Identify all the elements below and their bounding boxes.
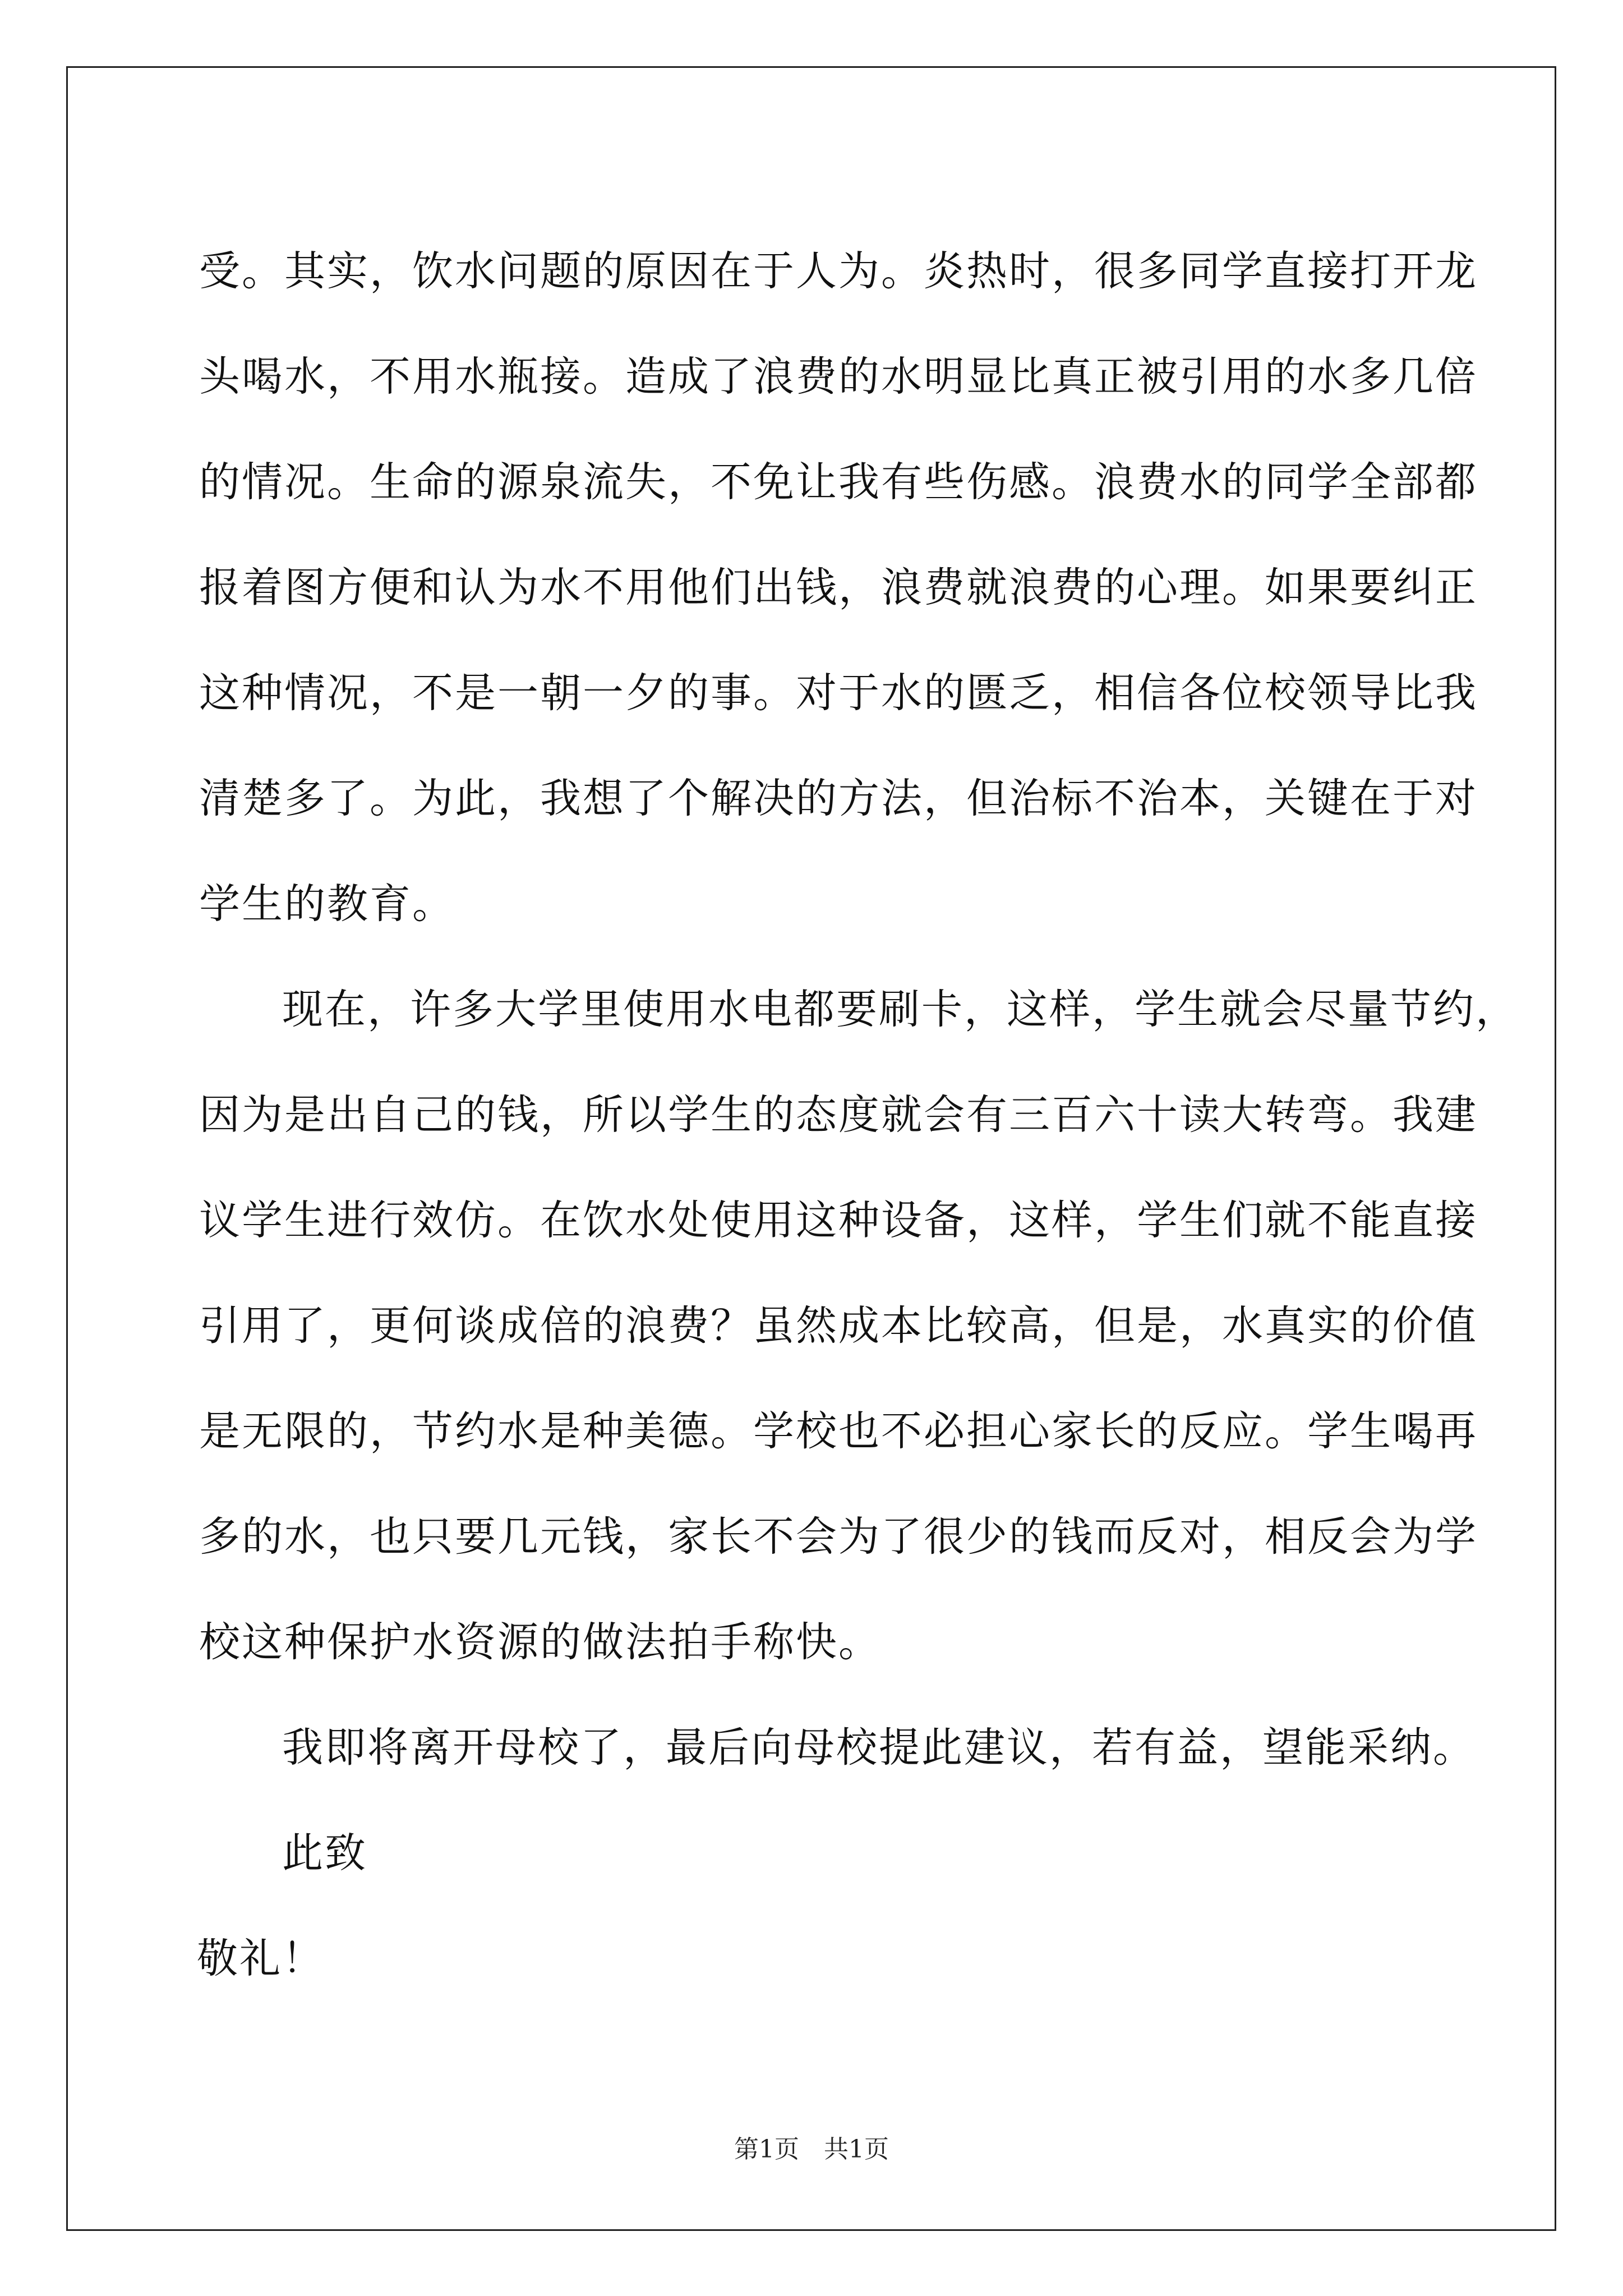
text-line: 受。其实，饮水问题的原因在于人为。炎热时，很多同学直接打开龙 — [199, 247, 1478, 295]
text-line: 是无限的，节约水是种美德。学校也不必担心家长的反应。学生喝再 — [199, 1407, 1478, 1455]
text-line: 学生的教育。 — [199, 880, 455, 928]
text-line: 头喝水，不用水瓶接。造成了浪费的水明显比真正被引用的水多几倍 — [199, 353, 1478, 401]
text-line: 这种情况，不是一朝一夕的事。对于水的匮乏，相信各位校领导比我 — [199, 669, 1478, 717]
text-line: 现在，许多大学里使用水电都要刷卡，这样，学生就会尽量节约， — [282, 986, 1518, 1033]
closing-phrase: 此致 — [282, 1829, 367, 1877]
text-line: 因为是出自己的钱，所以学生的态度就会有三百六十读大转弯。我建 — [199, 1091, 1478, 1139]
salutation: 敬礼！ — [197, 1935, 325, 1982]
page-footer: 第1页 共1页 — [734, 2135, 889, 2164]
text-line: 我即将离开母校了，最后向母校提此建议，若有益，望能采纳。 — [282, 1724, 1476, 1772]
letter-body — [197, 219, 1518, 2012]
text-line: 多的水，也只要几元钱，家长不会为了很少的钱而反对，相反会为学 — [199, 1513, 1478, 1561]
text-line: 的情况。生命的源泉流失，不免让我有些伤感。浪费水的同学全部都 — [199, 458, 1478, 506]
text-line: 引用了，更何谈成倍的浪费？虽然成本比较高，但是，水真实的价值 — [199, 1302, 1478, 1350]
text-line: 报着图方便和认为水不用他们出钱，浪费就浪费的心理。如果要纠正 — [199, 564, 1478, 611]
text-line: 清楚多了。为此，我想了个解决的方法，但治标不治本，关键在于对 — [199, 775, 1478, 822]
text-line: 议学生进行效仿。在饮水处使用这种设备，这样，学生们就不能直接 — [199, 1197, 1478, 1244]
text-line: 校这种保护水资源的做法拍手称快。 — [199, 1618, 881, 1666]
